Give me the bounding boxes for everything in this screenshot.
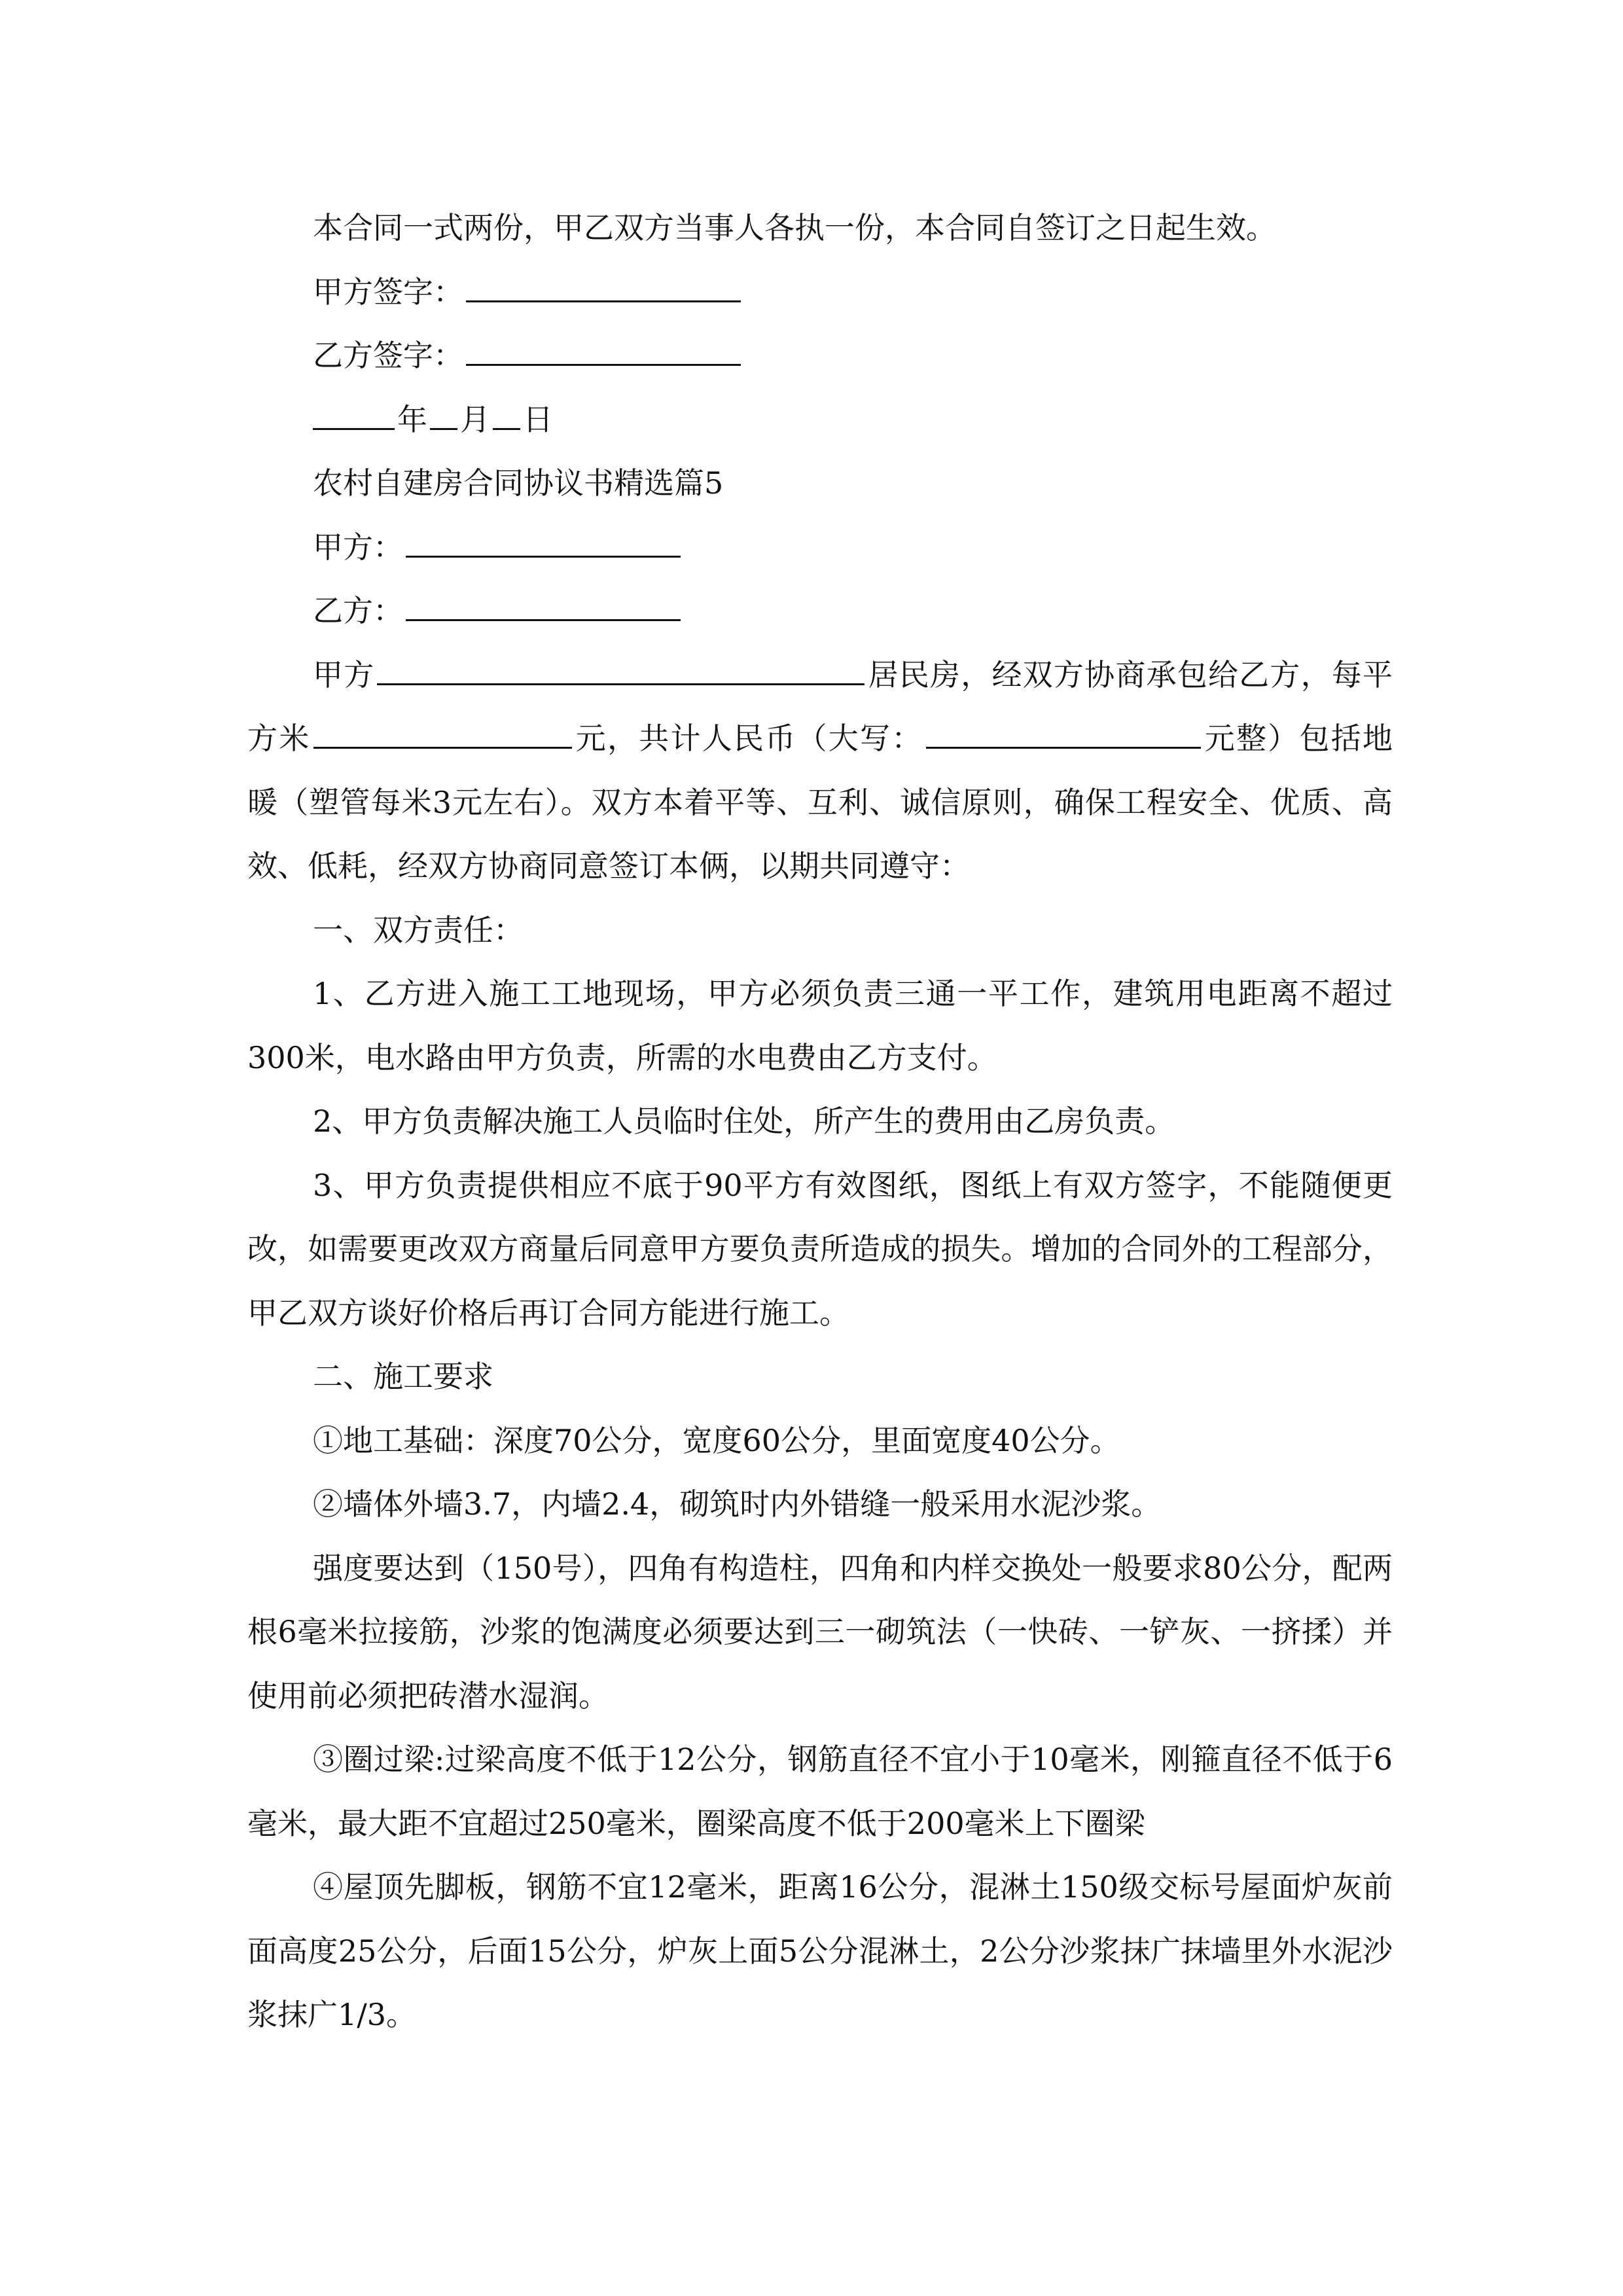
party-b-line [247, 579, 1393, 643]
party-b-signature-blank[interactable] [466, 338, 741, 366]
party-a-label: 甲方： [313, 529, 403, 565]
party-a-sign-label: 甲方签字： [313, 274, 463, 310]
section-title: 农村自建房合同协议书精选篇5 [313, 465, 724, 501]
house-address-blank[interactable] [377, 657, 865, 685]
clause-item: ①地工基础：深度70公分，宽度60公分，里面宽度40公分。 [313, 1422, 1120, 1458]
intro-text-1: 甲方 [313, 656, 375, 692]
total-amount-blank[interactable] [926, 721, 1201, 749]
clause-item: 2、甲方负责解决施工人员临时住处，所产生的费用由乙房负责。 [313, 1103, 1175, 1139]
party-b-blank[interactable] [406, 593, 681, 621]
year-blank[interactable] [313, 402, 395, 430]
section-heading: 一、双方责任： [313, 912, 524, 948]
intro-text-3: 元，共计人民币（大写： [574, 721, 923, 756]
intro-paragraph [247, 643, 1393, 899]
day-blank[interactable] [493, 402, 520, 430]
intro-text-4: 元整）包括地暖（塑管每米3元左右）。双方本着平等、互利、诚信原则，确保工程安全、优质、高效、低耗，经双方协商同意签订本俩，以期共同遵守： [247, 721, 1393, 884]
year-label: 年 [397, 401, 427, 437]
party-a-blank[interactable] [406, 529, 681, 558]
clause-item: ④屋顶先脚板，钢筋不宜12毫米，距离16公分，混淋土150级交标号屋面炉灰前面高度25公分，后面15公分，炉灰上面5公分混淋土，2公分沙浆抹广抹墙里外水泥沙浆抹广1/3。 [247, 1869, 1393, 2032]
party-a-signature-line [247, 260, 1393, 325]
price-per-sqm-blank[interactable] [313, 721, 572, 749]
party-b-label: 乙方： [313, 593, 403, 628]
date-line [247, 388, 1393, 452]
month-label: 月 [460, 401, 490, 437]
day-label: 日 [523, 401, 553, 437]
party-b-signature-line [247, 324, 1393, 388]
intro-text-2: 居民房，经双方协商承包给乙方，每平方米 [247, 656, 1393, 756]
clause-item: ②墙体外墙3.7，内墙2.4，砌筑时内外错缝一般采用水泥沙浆。 [313, 1486, 1162, 1522]
clause-item: ③圈过梁:过梁高度不低于12公分，钢筋直径不宜小于10毫米，刚箍直径不低于6毫米，最大距不宜超过250毫米，圈梁高度不低于200毫米上下圈梁 [247, 1742, 1393, 1841]
copies-clause: 本合同一式两份，甲乙双方当事人各执一份，本合同自签订之日起生效。 [313, 210, 1276, 245]
section-heading: 二、施工要求 [313, 1359, 493, 1394]
clause-item: 3、甲方负责提供相应不底于90平方有效图纸，图纸上有双方签字，不能随便更改，如需要更改双方商量后同意甲方要负责所造成的损失。增加的合同外的工程部分，甲乙双方谈好价格后再订合同方能进行施工。 [247, 1167, 1393, 1331]
month-blank[interactable] [430, 402, 457, 430]
document-page [247, 196, 1393, 2047]
party-b-sign-label: 乙方签字： [313, 338, 463, 373]
clause-item: 强度要达到（150号），四角有构造柱，四角和内样交换处一般要求80公分，配两根6毫米拉接筋，沙浆的饱满度必须要达到三一砌筑法（一快砖、一铲灰、一挤揉）并使用前必须把砖潜水湿润。 [247, 1550, 1393, 1713]
clause-item: 1、乙方进入施工工地现场，甲方必须负责三通一平工作，建筑用电距离不超过300米，电水路由甲方负责，所需的水电费由乙方支付。 [247, 976, 1393, 1075]
party-a-signature-blank[interactable] [466, 274, 741, 302]
party-a-line [247, 516, 1393, 580]
